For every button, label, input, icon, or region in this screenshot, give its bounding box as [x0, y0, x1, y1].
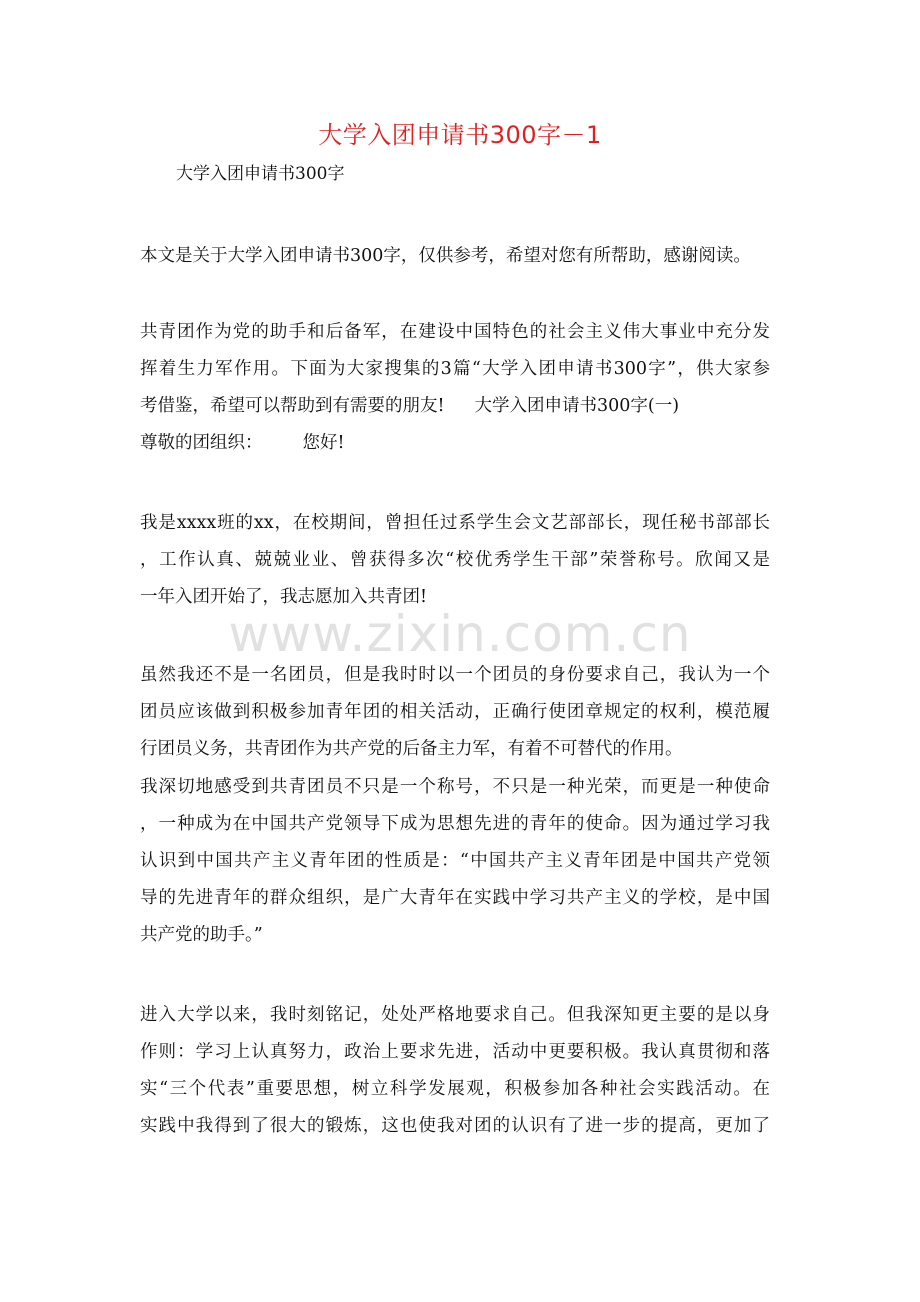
paragraph-line: 作则：学习上认真努力，政治上要求先进，活动中更要积极。我认真贯彻和落: [140, 1042, 770, 1062]
paragraph-line: 共产党的助手。”: [140, 925, 263, 945]
paragraph-line: 实“三个代表”重要思想，树立科学发展观，积极参加各种社会实践活动。在: [140, 1079, 770, 1099]
paragraph-line: 认识到中国共产主义青年团的性质是：“中国共产主义青年团是中国共产党领: [140, 851, 770, 871]
document-subtitle: 大学入团申请书300字: [176, 164, 345, 184]
paragraph-line: 我是xxxx班的xx，在校期间，曾担任过系学生会文艺部部长，现任秘书部部长: [140, 513, 770, 533]
watermark: www.zixin.com.cn: [228, 605, 692, 663]
paragraph-line: 实践中我得到了很大的锻炼，这也使我对团的认识有了进一步的提高，更加了: [140, 1116, 770, 1136]
paragraph-line: 挥着生力军作用。下面为大家搜集的3篇“大学入团申请书300字”，供大家参: [140, 359, 770, 379]
paragraph-line: 进入大学以来，我时刻铭记，处处严格地要求自己。但我深知更主要的是以身: [140, 1005, 770, 1025]
paragraph-line: ，一种成为在中国共产党领导下成为思想先进的青年的使命。因为通过学习我: [140, 814, 770, 834]
paragraph-line: 团员应该做到积极参加青年团的相关活动，正确行使团章规定的权利，模范履: [140, 702, 770, 722]
paragraph-line: [140, 393, 770, 419]
document-title: 大学入团申请书300字－1: [318, 121, 602, 149]
paragraph-line: ，工作认真、兢兢业业、曾获得多次“校优秀学生干部”荣誉称号。欣闻又是: [140, 550, 770, 570]
paragraph-line-text: 考借鉴，希望可以帮助到有需要的朋友!: [140, 396, 445, 416]
paragraph-line: 一年入团开始了，我志愿加入共青团!: [140, 587, 428, 607]
intro-line: 本文是关于大学入团申请书300字，仅供参考，希望对您有所帮助，感谢阅读。: [140, 246, 751, 266]
paragraph-line: 虽然我还不是一名团员，但是我时时以一个团员的身份要求自己，我认为一个: [140, 665, 770, 685]
letter-heading: 大学入团申请书300字(一): [474, 396, 680, 416]
paragraph-line: 行团员义务，共青团作为共产党的后备主力军，有着不可替代的作用。: [140, 739, 683, 759]
paragraph-line: 我深切地感受到共青团员不只是一个称号，不只是一种光荣，而更是一种使命: [140, 777, 770, 797]
hello-text: 您好!: [302, 433, 345, 453]
paragraph-line: 导的先进青年的群众组织，是广大青年在实践中学习共产主义的学校，是中国: [140, 888, 770, 908]
greeting: [140, 430, 770, 456]
paragraph-line: 共青团作为党的助手和后备军，在建设中国特色的社会主义伟大事业中充分发: [140, 322, 770, 342]
salutation: 尊敬的团组织：: [140, 433, 263, 453]
